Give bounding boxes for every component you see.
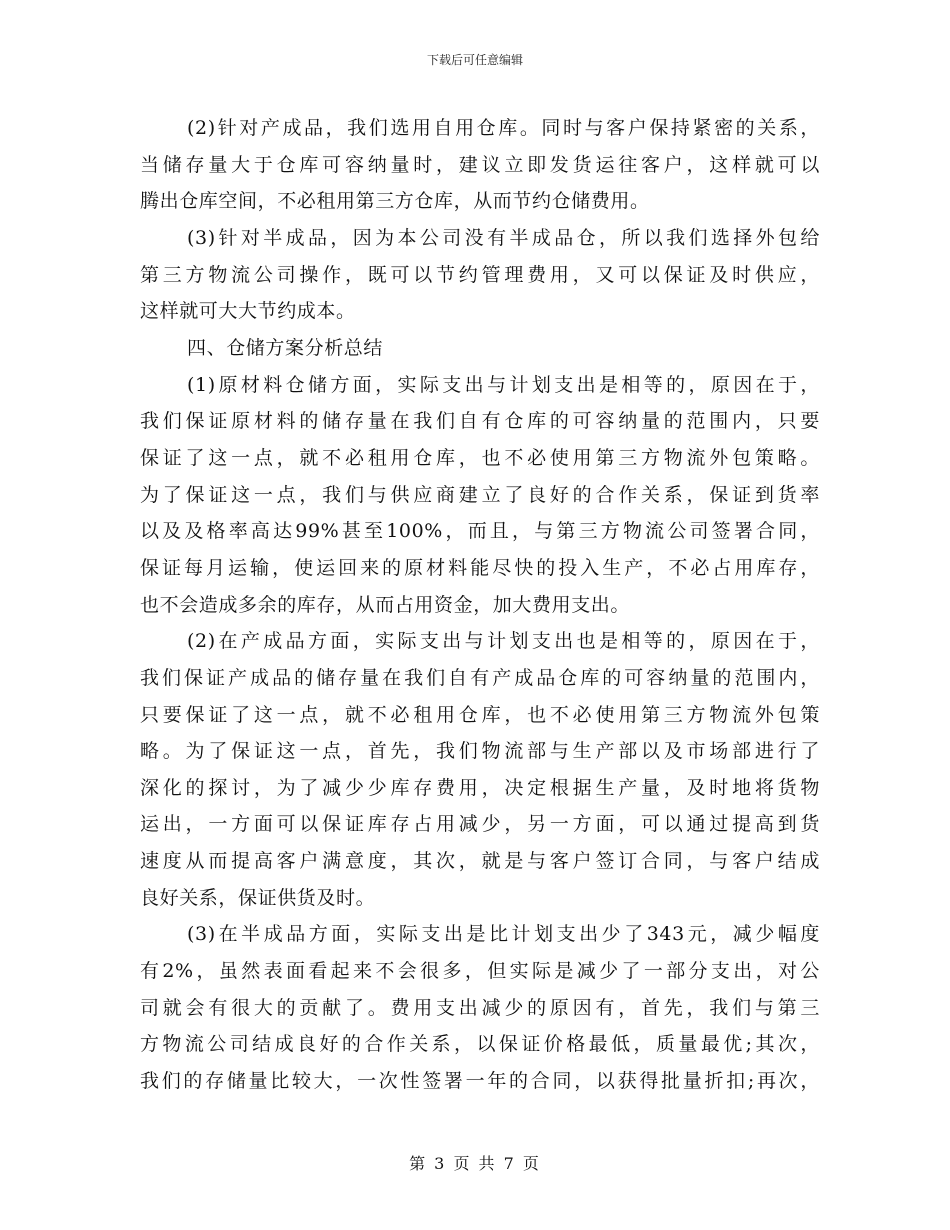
document-body — [140, 110, 820, 1100]
text-line: (2)在产成品方面，实际支出与计划支出也是相等的，原因在于， — [187, 630, 820, 653]
text-line: 保证每月运输，使运回来的原材料能尽快的投入生产，不必占用库存， — [140, 556, 820, 579]
text-line: 只要保证了这一点，就不必租用仓库，也不必使用第三方物流外包策 — [140, 703, 820, 726]
text-line: 速度从而提高客户满意度，其次，就是与客户签订合同，与客户结成 — [140, 850, 820, 873]
text-line: 司就会有很大的贡献了。费用支出减少的原因有，首先，我们与第三 — [140, 996, 820, 1019]
page-header: 下载后可任意编辑 — [426, 53, 523, 67]
text-line: (1)原材料仓储方面，实际支出与计划支出是相等的，原因在于， — [187, 373, 820, 396]
text-line: 我们保证原材料的储存量在我们自有仓库的可容纳量的范围内，只要 — [140, 410, 820, 433]
text-line: 也不会造成多余的库存，从而占用资金，加大费用支出。 — [140, 593, 631, 616]
text-line: 深化的探讨，为了减少少库存费用，决定根据生产量，及时地将货物 — [140, 776, 820, 799]
text-line: 四、仓储方案分析总结 — [187, 336, 384, 359]
text-line: 第三方物流公司操作，既可以节约管理费用，又可以保证及时供应， — [140, 263, 820, 286]
text-line: 方物流公司结成良好的合作关系，以保证价格最低，质量最优;其次， — [140, 1033, 820, 1056]
text-line: 以及及格率高达99%甚至100%，而且，与第三方物流公司签署合同， — [140, 520, 820, 543]
text-line: (3)在半成品方面，实际支出是比计划支出少了343元，减少幅度 — [187, 923, 820, 946]
text-line: 我们的存储量比较大，一次性签署一年的合同，以获得批量折扣;再次， — [140, 1070, 820, 1093]
text-line: (2)针对产成品，我们选用自用仓库。同时与客户保持紧密的关系， — [187, 117, 820, 139]
text-line: 运出，一方面可以保证库存占用减少，另一方面，可以通过提高到货 — [140, 813, 820, 836]
text-line: 这样就可大大节约成本。 — [140, 300, 356, 323]
page-footer: 第 3 页 共 7 页 — [409, 1154, 541, 1173]
text-line: 我们保证产成品的储存量在我们自有产成品仓库的可容纳量的范围内， — [140, 666, 820, 689]
text-line: 略。为了保证这一点，首先，我们物流部与生产部以及市场部进行了 — [140, 740, 820, 763]
text-line: 当储存量大于仓库可容纳量时，建议立即发货运往客户，这样就可以 — [140, 153, 820, 176]
text-line: 腾出仓库空间，不必租用第三方仓库，从而节约仓储费用。 — [140, 190, 650, 213]
text-line: 保证了这一点，就不必租用仓库，也不必使用第三方物流外包策略。 — [140, 446, 820, 469]
text-line: 有2%，虽然表面看起来不会很多，但实际是减少了一部分支出，对公 — [140, 960, 820, 983]
text-line: 为了保证这一点，我们与供应商建立了良好的合作关系，保证到货率 — [140, 483, 820, 506]
text-line: 良好关系，保证供货及时。 — [140, 886, 376, 909]
text-line: (3)针对半成品，因为本公司没有半成品仓，所以我们选择外包给 — [187, 226, 820, 249]
